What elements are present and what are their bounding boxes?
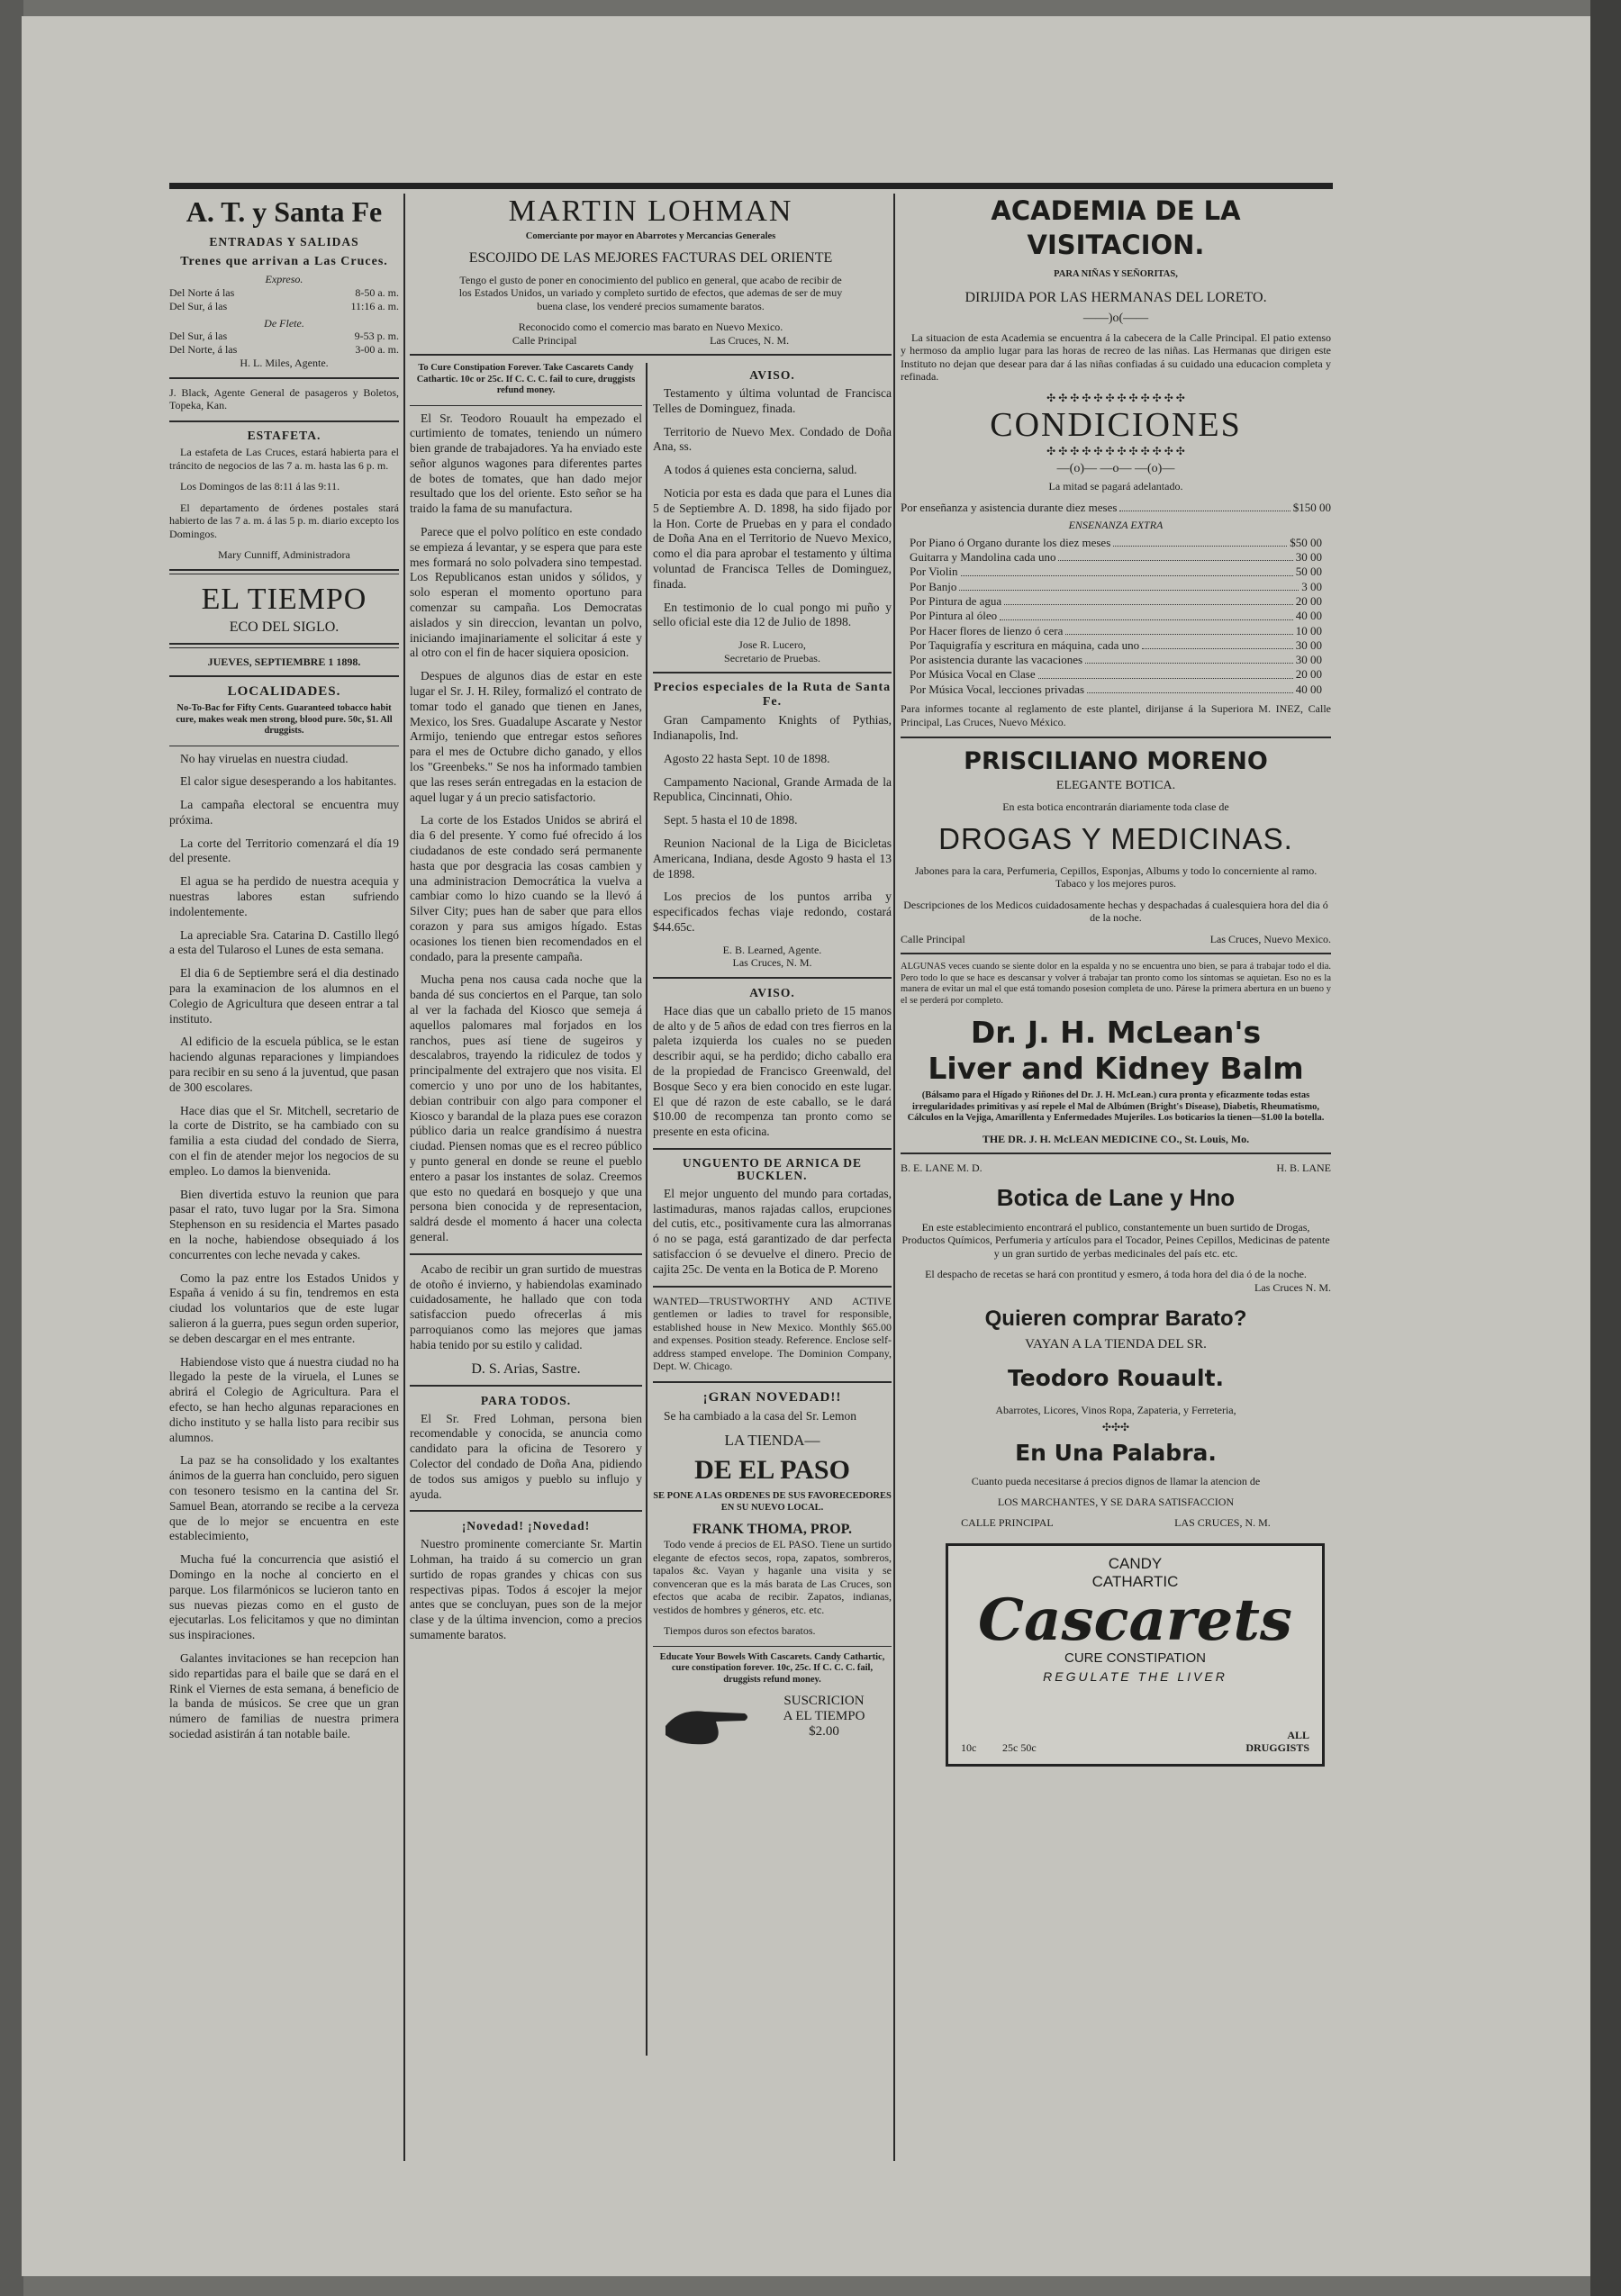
cascarets-regulate: REGULATE THE LIVER	[1043, 1669, 1227, 1685]
descripciones-text: Descripciones de los Medicos cuidadosamente hechas y despachadas á cualesquiera hora del dia ó de la noche.	[903, 898, 1328, 925]
top-rule	[169, 183, 1333, 189]
gran-novedad-heading: ¡GRAN NOVEDAD!!	[702, 1389, 842, 1405]
fee-label: Por Hacer flores de lienzo ó cera	[910, 623, 1064, 637]
lane-doctor-1: B. E. LANE M. D.	[901, 1162, 983, 1175]
fee-value: $150 00	[1292, 501, 1331, 514]
local-item: Habiendose visto que á nuestra ciudad no ha llegado la peste de la viruela, el Lunes se abrirá el Colegio de Agricultura. Para el efecto, se han hecho algunas reparaciones en dicho instituto y se halla listo para recibir sus alumnos.	[169, 1354, 399, 1444]
abarrotes-text: Abarrotes, Licores, Vinos Ropa, Zapateria, y Ferreteria,	[995, 1404, 1236, 1417]
novedad-text: Nuestro prominente comerciante Sr. Martin Lohman, ha traido á su comercio un gran surtido de ropas grandes y chicas con sus respectivas pipas. Todos á escojer la mejor antes que se concluyan, pues son de la mejor clase y de la última invencion, como a precios sumamente baratos.	[410, 1537, 642, 1642]
fee-label: Por asistencia durante las vacaciones	[910, 653, 1083, 667]
train-time: 3-00 a. m.	[355, 343, 399, 356]
fee-value: 40 00	[1295, 682, 1322, 696]
cascarets-ad	[946, 1543, 1325, 1767]
fare-item: Agosto 22 hasta Sept. 10 de 1898.	[664, 751, 830, 765]
academia-title: ACADEMIA DE LA VISITACION.	[991, 195, 1241, 260]
botica-title: Botica de Lane y Hno	[996, 1183, 1236, 1211]
fee-label: Por Pintura al óleo	[910, 609, 998, 623]
moreno-title: PRISCILIANO MORENO	[964, 747, 1268, 776]
fee-value: $50 00	[1290, 535, 1322, 549]
lohman-slogan: ESCOJIDO DE LAS MEJORES FACTURAS DEL ORIENTE	[468, 249, 833, 266]
fee-value: 3 00	[1301, 579, 1322, 593]
ornament-row: ✣ ✣ ✣ ✣ ✣ ✣ ✣ ✣ ✣ ✣ ✣ ✣	[1046, 444, 1185, 457]
column-rule	[403, 194, 405, 2161]
local-item: Como la paz entre los Estados Unidos y España á venido á su fin, tendremos en esta ciudad los voluntarios que de este lugar salieron á la guerra, pues segun orden superior, se deben descargar en el mes entrante.	[169, 1270, 399, 1345]
fare-item: Campamento Nacional, Grande Armada de la Republica, Cincinnati, Ohio.	[653, 774, 892, 804]
rouault-calle: CALLE PRINCIPAL	[961, 1515, 1054, 1529]
local-item: Al edificio de la escuela pública, se le estan haciendo algunas reparaciones y limpiandoes para recibir en su seno á la juventud, que pasan de 300 escolares.	[169, 1035, 399, 1094]
informes-text: Para informes tocante al reglamento de este plantel, dirijanse á la Superiora M. INEZ, Calle Principal, Las Cruces, Nuevo México.	[901, 702, 1331, 728]
lane-header	[901, 1162, 1331, 1175]
condiciones-title: CONDICIONES	[990, 405, 1242, 444]
fee-value: 30 00	[1295, 653, 1322, 667]
local-item: Galantes invitaciones se han recepcion han sido repartidas para el baile que se dará en el Rink el Viernes de esta semana, á beneficio de la banda de músicos. Se cree que un gran número de familias de nuestra primera sociedad asistirán á tan notable baile.	[169, 1650, 399, 1740]
news-item: Parece que el polvo político en este condado se empieza á levantar, y se espera que para este mes formará no solo polvadera sino tempestad. Los Republicanos estan unidos y sólidos, y solo esperan el momento oportuno para comenzar su campaña. Los Democratas aislados y sin direccion, levantan un polvo, iniciando imajinariamente el solicitar á este y al otro con el fin de hacer siquiera oposicion.	[410, 525, 642, 660]
postmaster-name: Mary Cunniff, Administradora	[218, 548, 350, 561]
fare-item: Sept. 5 hasta el 10 de 1898.	[664, 813, 798, 827]
train-label: Del Norte, á las	[169, 343, 238, 356]
train-time: 8-50 a. m.	[355, 285, 399, 299]
academia-dirigida: DIRIJIDA POR LAS HERMANAS DEL LORETO.	[964, 289, 1267, 305]
constipation-ad: To Cure Constipation Forever. Take Cascarets Candy Cathartic. 10c or 25c. If C. C. C. fail to cure, druggists refund money.	[416, 363, 636, 395]
cascarets-all: ALL	[1287, 1729, 1309, 1742]
aviso-heading: AVISO.	[749, 368, 795, 382]
quieren-title: Quieren comprar Barato?	[984, 1306, 1247, 1332]
lane-city: Las Cruces N. M.	[1254, 1280, 1331, 1294]
local-item: La corte del Territorio comenzará el día 19 del presente.	[169, 836, 399, 865]
legal-notice: En testimonio de lo cual pongo mi puño y sello oficial este dia 12 de Julio de 1898.	[653, 600, 892, 629]
fee-label: Por Música Vocal en Clase	[910, 667, 1036, 682]
cascarets-logo: Cascarets	[978, 1586, 1292, 1655]
aeltiempo-label: A EL TIEMPO	[783, 1709, 865, 1724]
fee-value: 40 00	[1295, 609, 1322, 623]
railroad-title: A. T. y Santa Fe	[186, 195, 383, 228]
vayan-text: VAYAN A LA TIENDA DEL SR.	[1025, 1337, 1207, 1352]
entradas-heading: ENTRADAS Y SALIDAS	[209, 235, 359, 249]
fee-value: 30 00	[1295, 550, 1322, 565]
legal-notice: Territorio de Nuevo Mex. Condado de Doña Ana, ss.	[653, 424, 892, 454]
jabones-text: Jabones para la cara, Perfumeria, Cepillos, Esponjas, Albums y todo lo concerniente al ramo. Tabaco y los mejores puros.	[914, 863, 1318, 890]
fee-label: Por Violin	[910, 565, 958, 579]
elpaso-title: DE EL PASO	[694, 1455, 850, 1486]
precios-heading: Precios especiales de la Ruta de Santa Fe.	[653, 681, 892, 710]
black-notice: J. Black, Agente General de pasageros y Boletos, Topeka, Kan.	[169, 385, 399, 411]
lohman-ad	[410, 194, 892, 356]
localidades-heading: LOCALIDADES.	[227, 684, 341, 699]
novedad-heading: ¡Novedad! ¡Novedad!	[461, 1519, 591, 1533]
cascarets-cathartic: CATHARTIC	[1091, 1573, 1179, 1591]
legal-notice: A todos á quienes esta concierna, salud.	[664, 463, 857, 477]
fee-label: Por Piano ó Organo durante los diez meses	[910, 535, 1111, 549]
lohman-subtitle: Comerciante por mayor en Abarrotes y Mercancias Generales	[525, 231, 776, 241]
cascarets-price-10c: 10c	[961, 1741, 977, 1755]
legal-notice: Testamento y última voluntad de Francisca Telles de Dominguez, finada.	[653, 386, 892, 415]
fee-label: Por Taquigrafía y escritura en máquina, cada uno	[910, 637, 1140, 652]
fee-row	[910, 536, 1322, 550]
agent-name: H. L. Miles, Agente.	[240, 357, 329, 369]
local-item: La apreciable Sra. Catarina D. Castillo llegó a esta del Tularoso el Lunes de esta semana.	[169, 927, 399, 957]
train-label: Del Norte á las	[169, 285, 235, 299]
middle-subcolumn-b	[653, 363, 892, 2156]
extra-heading: ENSENANZA EXTRA	[1068, 519, 1164, 532]
notobac-ad: No-To-Bac for Fifty Cents. Guaranteed tobacco habit cure, makes weak men strong, blood pure. 50c, $1. All druggists.	[176, 703, 393, 736]
local-item: La campaña electoral se encuentra muy próxima.	[169, 798, 399, 827]
fare-item: Los precios de los puntos arriba y especificados fechas viaje redondo, costará $44.65c.	[653, 890, 892, 934]
cascarets-cure: CURE CONSTIPATION	[1064, 1650, 1206, 1667]
middle-body	[410, 363, 892, 2074]
mclean-company: THE DR. J. H. McLEAN MEDICINE CO., St. Louis, Mo.	[982, 1132, 1250, 1145]
fee-label: Por enseñanza y asistencia durante diez meses	[901, 501, 1118, 514]
column-middle	[410, 194, 892, 2156]
cascarets-candy: CANDY	[1108, 1555, 1163, 1573]
fee-row	[910, 580, 1322, 594]
palabra-title: En Una Palabra.	[1015, 1439, 1217, 1466]
page-edge-shadow	[1590, 0, 1621, 2296]
frank-thoma: FRANK THOMA, PROP.	[693, 1522, 852, 1538]
fee-list	[901, 536, 1331, 697]
trenes-heading: Trenes que arrivan a Las Cruces.	[180, 255, 388, 268]
train-row	[169, 286, 399, 300]
mclean-title: Dr. J. H. McLean's	[970, 1015, 1262, 1051]
learned-name: E. B. Learned, Agente.	[722, 943, 822, 956]
train-label: Del Sur, á las	[169, 299, 228, 312]
unguento-text: El mejor unguento del mundo para cortadas, lastimaduras, manos rajadas callos, erupciones del cutis, etc., positivamente cura las almorranas ó no se paga, está garantizado de dar perfecta satisfaccion ó se devuelve el dinero. Precio de cajita 25c. De venta en la Botica de P. Moreno	[653, 1186, 892, 1276]
fee-row	[910, 624, 1322, 638]
masthead-subtitle: ECO DEL SIGLO.	[229, 619, 340, 635]
tailor-ad: Acabo de recibir un gran surtido de muestras de otoño é invierno, y habiendolas examinado cuidadosamente, he hallado que con toda satisfaccion puedo ofrecerlas á mis parroquianos como las mejores que jamas habia tenido por su estilo y calidad.	[410, 1261, 642, 1351]
train-time: 11:16 a. m.	[350, 299, 399, 312]
moreno-calle: Calle Principal	[901, 932, 965, 945]
tiempos-text: Tiempos duros son efectos baratos.	[664, 1624, 816, 1638]
fee-value: 10 00	[1295, 623, 1322, 637]
lohman-address	[410, 334, 892, 348]
fee-label: Guitarra y Mandolina cada uno	[910, 550, 1056, 565]
train-row	[169, 343, 399, 357]
marchantes-text: LOS MARCHANTES, Y SE DARA SATISFACCION	[997, 1496, 1235, 1509]
algunas-text: ALGUNAS veces cuando se siente dolor en la espalda y no se encuentra uno bien, se para á trabajar todo el dia. Pero todo lo que se hace es descansar y volver á trabajar tan pronto como los síntomas se aquietan. Eso no es la manera de evitar un mal el que está tomando posesion completa de uno. Párese la primera abertura en un bueno y el se perderá por completo.	[901, 962, 1331, 1006]
fee-row	[910, 565, 1322, 579]
local-item: Bien divertida estuvo la reunion que para pasar el rato, tuvo lugar por la Sra. Simona Stephenson en su residencia el Martes pasado en la noche, habiendose obsequiado á los concurrentes con leche nevada y cakes.	[169, 1187, 399, 1261]
ornament-divider: ——)o(——	[1082, 311, 1149, 325]
news-item: El Sr. Teodoro Rouault ha empezado el curtimiento de tomates, teniendo un número bien grande de trabajadores. Ya ha enviado este señor algunos wagones para diferentes partes de botes de tomates, que han dado mejor resultado que los del oriente. Esto señor se ha traido la fama de su manufactura.	[410, 411, 642, 516]
lohman-reconocido: Reconocido como el comercio mas barato en Nuevo Mexico.	[518, 321, 783, 333]
expreso-label: Expreso.	[265, 273, 303, 285]
elpaso-text: Todo vende á precios de EL PASO. Tiene un surtido elegante de efectos secos, ropa, zapatos, sombreros, tapalos &c. Vayan y haganle una visita y se convenceran que es la más barata de Las Cruces, son efectos que acaba de recibir. Zapatos, indianas, vestidos de hombres y géneros, etc. etc.	[653, 1538, 892, 1616]
fee-label: Por Pintura de agua	[910, 593, 1002, 608]
rouault-city: LAS CRUCES, N. M.	[1174, 1515, 1271, 1529]
train-row	[169, 300, 399, 313]
fare-item: Reunion Nacional de la Liga de Bicicletas Americana, Indiana, desde Agosto 9 hasta el 13 de 1898.	[653, 836, 892, 881]
local-item: Hace dias que el Sr. Mitchell, secretario de la corte de Distrito, se ha cambiado con su familia a esta ciudad del condado de Sierra, con el fin de atender mejor los negocios de su empleo. Lo damos la bienvenida.	[169, 1103, 399, 1178]
local-item: Mucha fué la concurrencia que asistió el Domingo en la noche al concierto en el parque. Los filarmónicos se lucieron tanto en sus nuevas piezas como en el gusto de ejecutarlas. Los felicitamos y que no dimintan sus inspiraciones.	[169, 1552, 399, 1642]
estafeta-heading: ESTAFETA.	[247, 428, 321, 442]
pointing-hand-icon	[662, 1699, 752, 1749]
local-item: El agua se ha perdido de nuestra acequia y nuestras labores estan sufriendo indolentemente.	[169, 874, 399, 918]
subcolumn-rule	[646, 363, 647, 2056]
column-right	[901, 194, 1331, 2156]
secretario-title: Secretario de Pruebas.	[724, 651, 820, 664]
fee-label: Por Música Vocal, lecciones privadas	[910, 682, 1085, 696]
estafeta-text: La estafeta de Las Cruces, estará habierta para el tráncito de negocios de las 7 a. m. hasta las 6 p. m.	[169, 446, 399, 472]
fee-value: 20 00	[1295, 667, 1322, 682]
column-left	[169, 194, 399, 2156]
flete-label: De Flete.	[264, 316, 304, 330]
local-item: El calor sigue desesperando a los habitantes.	[180, 774, 397, 789]
middle-subcolumn-a	[410, 363, 642, 2155]
candidate-notice: El Sr. Fred Lohman, persona bien recomendable y conocida, se anuncia como candidato para la oficina de Tesorero y Colector del condado de Doña Ana, pidiendo de todos sus amigos y pueblo su influjo y ayuda.	[410, 1411, 642, 1501]
fee-row	[910, 682, 1322, 697]
academia-para: PARA NIÑAS Y SEÑORITAS,	[1054, 269, 1178, 279]
elegante-label: ELEGANTE BOTICA.	[1055, 779, 1176, 793]
fee-row	[910, 550, 1322, 565]
book-spine	[0, 0, 23, 2296]
legal-notice: Noticia por esta es dada que para el Lunes dia 5 de Septiembre A. D. 1898, ha sido fijado por la Hon. Corte de Pruebas en y para el condado de Doña Ana en el Territorio de Nuevo Mexico, como el dia para aprobar el testamento y última voluntad de Francisca Telles de Dominguez, finada.	[653, 485, 892, 591]
subscription-block	[653, 1694, 892, 1757]
cambiado-text: Se ha cambiado a la casa del Sr. Lemon	[664, 1408, 857, 1423]
fee-row	[910, 667, 1322, 682]
pone-text: SE PONE A LAS ORDENES DE SUS FAVORECEDORES EN SU NUEVO LOCAL.	[653, 1491, 892, 1513]
lane-text: En este establecimiento encontrará el publico, constantemente un buen surtido de Drogas, Productos Químicos, Perfumeria y artículos para el Tocador, Peines Cepillos, Medicinas de patente y un gran surtido de yerbas medicinales del país etc. etc.	[901, 1220, 1330, 1260]
rouault-address	[901, 1516, 1331, 1530]
domingos-text: Los Domingos de las 8:11 á las 9:11.	[180, 480, 340, 493]
fee-value: 20 00	[1295, 593, 1322, 608]
fee-value: 50 00	[1295, 565, 1322, 579]
fee-row	[910, 594, 1322, 609]
local-item: El dia 6 de Septiembre será el dia destinado para la examinacion de los alumnos en el Colegio de Agricultura que deseen entrar a tal instituto.	[169, 966, 399, 1026]
enesta-text: En esta botica encontrarán diariamente toda clase de	[1002, 800, 1229, 814]
ornament-row: ✣ ✣ ✣ ✣ ✣ ✣ ✣ ✣ ✣ ✣ ✣ ✣	[1046, 391, 1185, 404]
newspaper-masthead: EL TIEMPO	[201, 582, 367, 616]
train-label: Del Sur, á las	[169, 330, 228, 342]
academia-situacion: La situacion de esta Academia se encuentra á la cabecera de la Calle Principal. El patio extenso y hermoso da amplio lugar para las horas de recreo de las niñas. Las Hermanas que dirigen este Instituto no dejan que desear para dar á las niñas confiadas á su cuidado una educacion completa y refinada.	[901, 330, 1331, 383]
subscription-price: $2.00	[809, 1724, 839, 1740]
drogas-title: DROGAS Y MEDICINAS.	[938, 821, 1293, 855]
fee-row	[910, 638, 1322, 653]
local-item: La paz se ha consolidado y los exaltantes ánimos de la guerra han concluido, pero siguen con tesonero tesismo en la cantina del Sr. Samuel Bean, atorrando se recibe a la cerveza que de lo mejor se encuentra en este establecimiento,	[169, 1453, 399, 1543]
aviso2-heading: AVISO.	[749, 985, 795, 999]
moreno-address	[901, 933, 1331, 946]
lucero-name: Jose R. Lucero,	[738, 638, 806, 652]
fee-row	[910, 609, 1322, 623]
despacho-text: El despacho de recetas se hará con prontitud y esmero, á toda hora del dia ó de la noche.	[925, 1268, 1307, 1281]
local-item: No hay viruelas en nuestra ciudad.	[180, 751, 349, 765]
lohman-title: MARTIN LOHMAN	[508, 194, 793, 228]
column-rule	[893, 194, 895, 2161]
mitad-text: La mitad se pagará adelantado.	[1048, 479, 1183, 493]
news-item: Mucha pena nos causa cada noche que la banda dé sus conciertos en el Parque, tan solo al ver la fachada del Kiosco que semeja á aquellos palomares mal forjados en los ranchos, pues así tiene de sugeiros y descalabros, trayendo la ridiculez de todos y principalmente del extrajero que nos visita. El comercio y uno por uno de los habitantes, debian contribuir con algo para componer el Kiosco y barandal de la plaza pues ese corazon público daria un realce grandísimo á nuestra ciudad. Piensen nomas que es el recreo público y punto general en donde se reune el pueblo entero a pasar los instantes de solaz. Creemos que esto no quedará en bosquejo y que una persona bien conocida y de representacion, saldrá desde el momento á hacer una colecta general.	[410, 972, 642, 1243]
cascarets-price-25c: 25c 50c	[1002, 1741, 1037, 1755]
paratodos-heading: PARA TODOS.	[480, 1393, 572, 1407]
fee-label: Por Banjo	[910, 579, 957, 593]
lane-doctor-2: H. B. LANE	[1276, 1162, 1331, 1175]
fare-item: Gran Campamento Knights of Pythias, Indianapolis, Ind.	[653, 713, 892, 742]
latienda-label: LA TIENDA—	[724, 1432, 820, 1450]
learned-city: Las Cruces, N. M.	[732, 956, 812, 970]
issue-date: JUEVES, SEPTIEMBRE 1 1898.	[207, 655, 361, 668]
ornament-divider: ✣✣✣	[1101, 1420, 1130, 1433]
fee-row	[901, 501, 1331, 515]
suscricion-label: SUSCRICION	[783, 1694, 865, 1709]
unguento-heading: UNGUENTO DE ARNICA DE BUCKLEN.	[683, 1155, 862, 1183]
cuanto-text: Cuanto pueda necesitarse á precios dignos de llamar la atencion de	[971, 1474, 1261, 1487]
fee-row	[910, 653, 1322, 667]
news-item: Despues de algunos dias de estar en este lugar el Sr. J. H. Riley, formalizó el contrato de tomar todo el ganado que tienen en Janes, Mexico, los Sres. Guadalupe Ascarate y Nestor Armijo, teniendo que entregar estos señores para el mes de Octubre dicho ganado, y ellos los "Greenbeks." Se nos ha informado tambien que las reses serán entregadas en la estacion de aquel lugar y á un precio satisfactorio.	[410, 669, 642, 804]
train-row	[169, 330, 399, 343]
cascarets-block	[901, 1543, 1331, 1777]
moreno-city: Las Cruces, Nuevo Mexico.	[1209, 932, 1331, 945]
fee-value: 30 00	[1295, 637, 1322, 652]
tailor-name: D. S. Arias, Sastre.	[471, 1360, 581, 1377]
balsamo-text: (Bálsamo para el Hígado y Riñones del Dr. J. H. McLean.) cura pronta y eficazmente todas estas irregularidades primitivas y así repele el Mal de Albúmen (Bright's Disease), Diabetis, Rheumatismo, Cálculos en la Vejiga, Amarillenta y Enfermedades Mujeriles. Los boticarios la tienen—$1.00 la botella.	[907, 1090, 1325, 1124]
train-time: 9-53 p. m.	[354, 330, 399, 342]
lohman-text: Tengo el gusto de poner en conocimiento del publico en general, que acabo de recibir de los Estados Unidos, un variado y completo surtido de efectos, que ademas de ser de muy buena clase, los venderé precios sumamente baratos.	[458, 273, 843, 312]
ornament-divider: —(o)— —o— —(o)—	[1056, 461, 1175, 475]
educate-ad: Educate Your Bowels With Cascarets. Candy Cathartic, cure constipation forever. 10c, 25c. If C. C. C. fail, druggists refund money.	[659, 1651, 885, 1685]
liver-balm-title: Liver and Kidney Balm	[928, 1051, 1304, 1087]
horse-notice: Hace dias que un caballo prieto de 15 manos de alto y de 5 años de edad con tres fierros en la paleta izquierda los cuales no se pueden describir aqui, se ha perdido; dicho caballo era de la propiedad de Francisco Greenwald, del Bosque Seco y era bien conocido en este lugar. El que dé razon de este caballo, se le dará $10.00 de recompenza tan pronto como se presente en esta oficina.	[653, 1003, 892, 1139]
lohman-city: Las Cruces, N. M.	[710, 333, 790, 347]
lohman-calle: Calle Principal	[512, 333, 577, 347]
cascarets-druggists: DRUGGISTS	[1245, 1741, 1309, 1755]
ordenes-text: El departamento de órdenes postales stará habierto de las 7 a. m. á las 5 p. m. diario excepto los Domingos.	[169, 501, 399, 540]
news-item: La corte de los Estados Unidos se abrirá el dia 6 del presente. Y como fué ofrecido á los ciudadanos de este condado será permanente hasta que por desgracia las cosas cambien y una administracion Democrática la vuelva a cambiar como lo hizo cuando se la llevó á Silver City; pues han de saber que para ellos corazon y para sus amigos hígado. Estas ocasiones los tienen bien recomendados en el condado, para la presente campaña.	[410, 813, 642, 963]
rouault-title: Teodoro Rouault.	[1007, 1365, 1225, 1392]
wanted-ad: WANTED—TRUSTWORTHY AND ACTIVE gentlemen or ladies to travel for responsible, established house in New Mexico. Monthly $65.00 and expenses. Position steady. Reference. Enclose self-address stamped envelope. The Dominion Company, Dept. W. Chicago.	[653, 1294, 892, 1373]
